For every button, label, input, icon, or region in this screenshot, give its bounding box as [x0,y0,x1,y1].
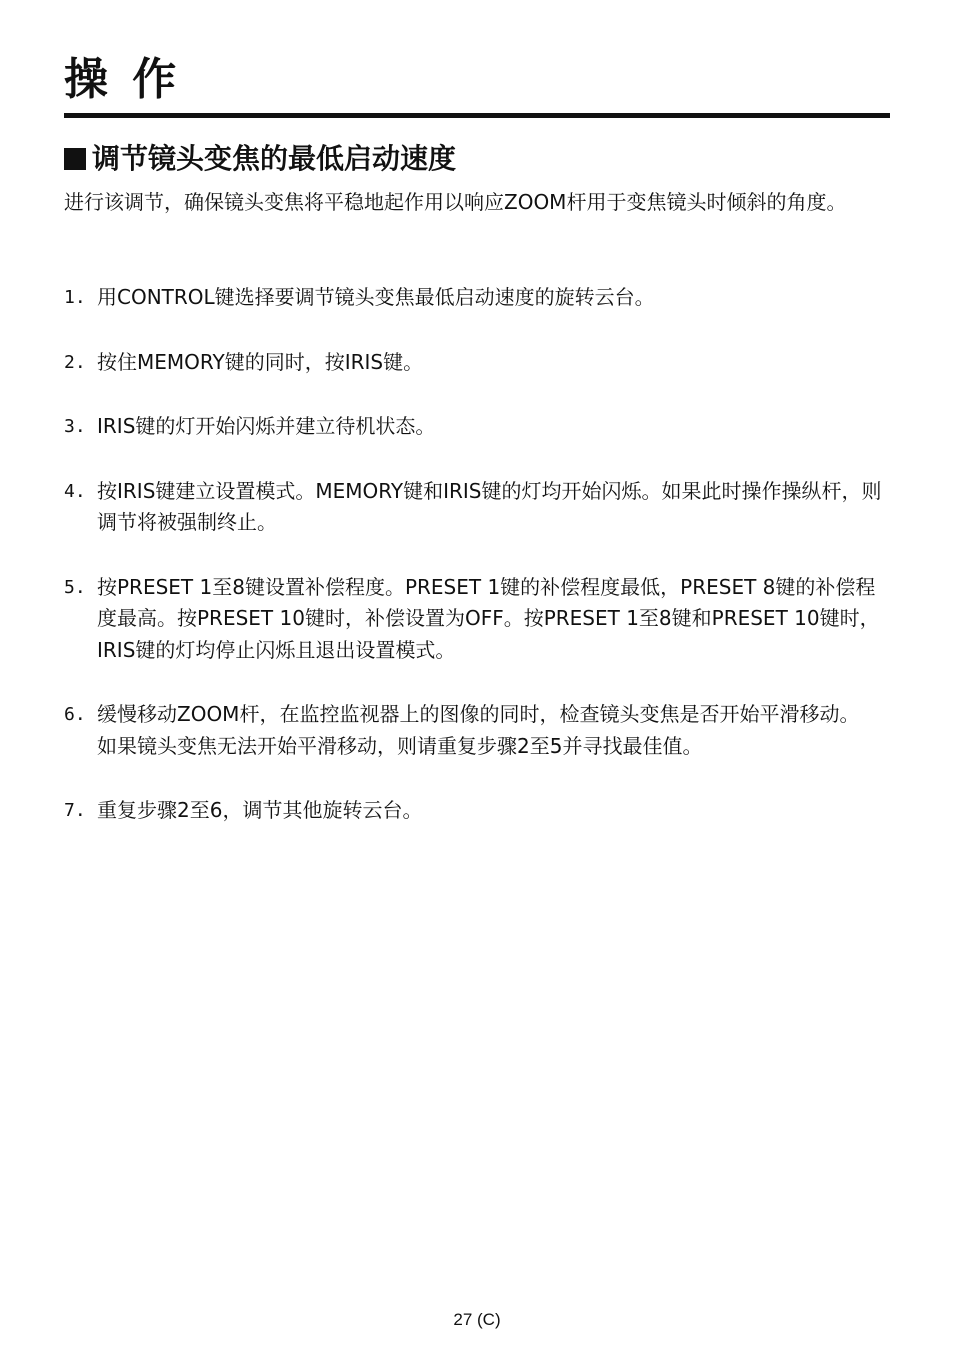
step-line: 如果镜头变焦无法开始平滑移动，则请重复步骤2至5并寻找最佳值。 [97,733,703,758]
step-item [64,795,894,827]
step-number: 3. [64,416,86,437]
section-heading [64,140,456,178]
step-text [97,476,894,539]
step-text [97,411,894,443]
step-number: 2. [64,351,86,373]
step-item [64,476,894,539]
step-number: 6. [64,704,86,725]
step-line: 重复步骤2至6，调节其他旋转云台。 [97,798,423,822]
section-heading-text: 调节镜头变焦的最低启动速度 [92,142,457,175]
step-text [97,795,894,827]
square-bullet-icon [64,148,86,170]
step-line: 用CONTROL键选择要调节镜头变焦最低启动速度的旋转云台。 [97,285,655,309]
step-line: IRIS键的灯开始闪烁并建立待机状态。 [97,414,436,438]
steps-list [64,282,894,860]
step-text [97,282,894,314]
step-line: 按PRESET 1至8键设置补偿程度。PRESET 1键的补偿程度最低，PRESET 8键的补偿程度最高。按PRESET 10键时，补偿设置为OFF。按PRESET 1至8键和PRESET 10键时，IRIS键的灯均停止闪烁且退出设置模式。 [97,574,880,662]
step-line: 缓慢移动ZOOM杆，在监控监视器上的图像的同时，检查镜头变焦是否开始平滑移动。 [97,702,860,726]
step-text [97,347,894,379]
step-item [64,282,894,314]
step-item [64,411,894,443]
page-title: 操作 [64,54,201,105]
step-text [97,699,894,762]
step-number: 7. [64,800,86,821]
step-line: 按IRIS键建立设置模式。MEMORY键和IRIS键的灯均开始闪烁。如果此时操作操纵杆，则调节将被强制终止。 [97,478,882,534]
step-number: 5. [64,576,86,598]
step-item [64,699,894,762]
step-number: 1. [64,287,86,308]
page-number: 27 (C) [453,1310,501,1329]
title-divider [64,113,890,118]
step-number: 4. [64,480,86,502]
step-item [64,347,894,379]
step-item [64,572,894,667]
intro-paragraph: 进行该调节，确保镜头变焦将平稳地起作用以响应ZOOM杆用于变焦镜头时倾斜的角度。 [64,190,847,214]
step-text [97,572,894,667]
step-line: 按住MEMORY键的同时，按IRIS键。 [97,349,424,374]
